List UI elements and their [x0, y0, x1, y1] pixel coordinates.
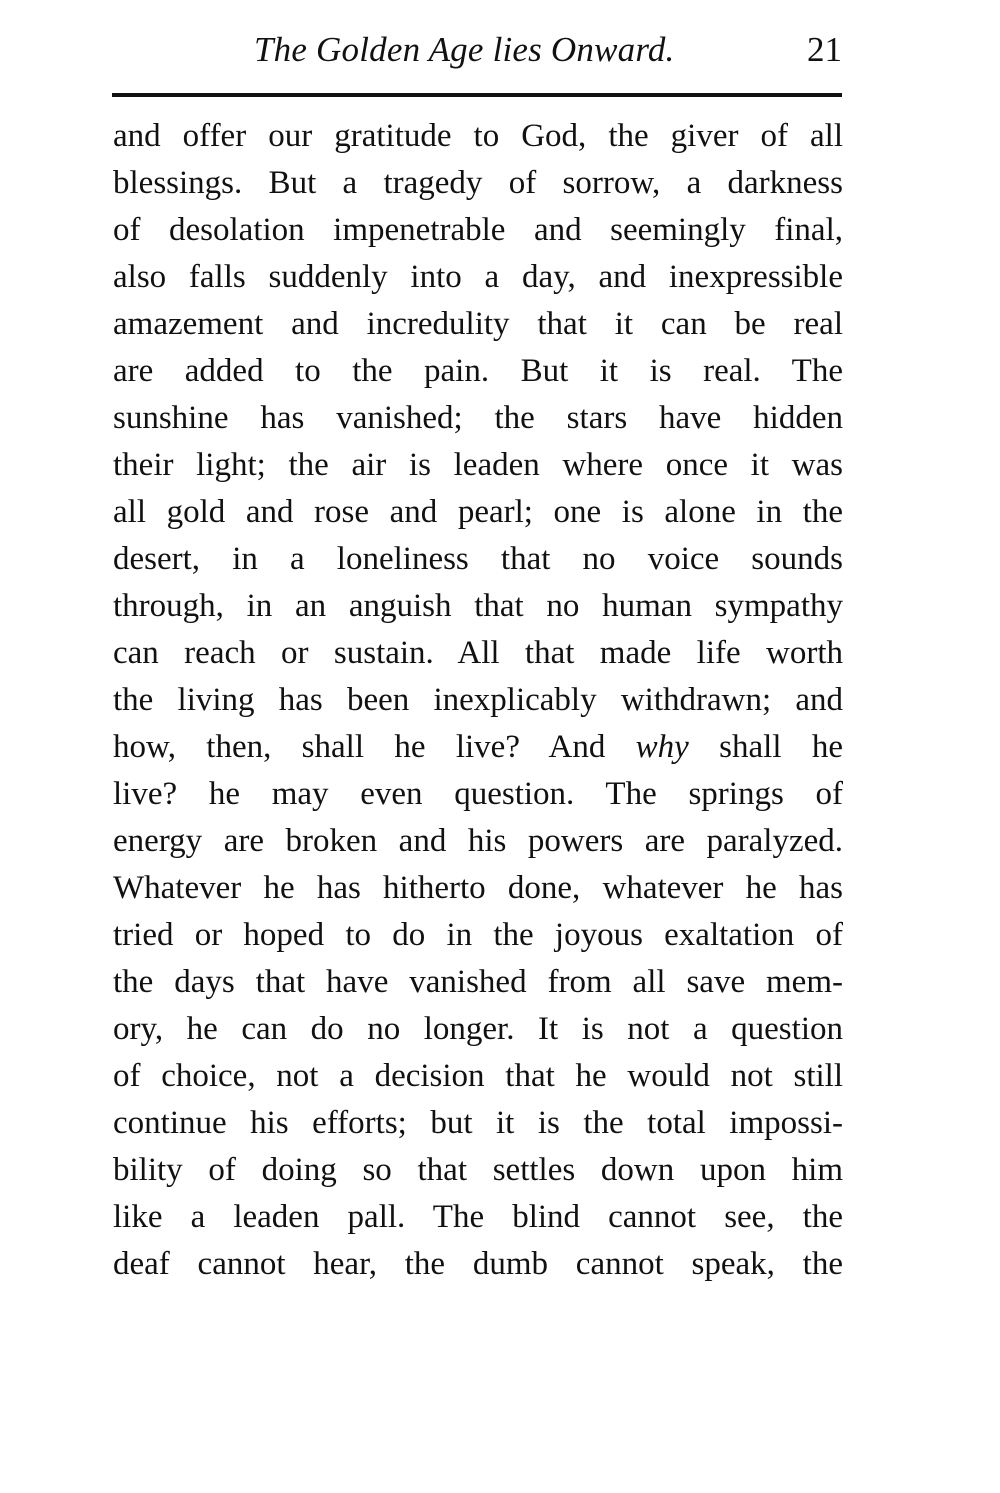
- text-line: tried or hoped to do in the joyous exaltation of: [113, 917, 843, 953]
- text-line: the living has been inexplicably withdrawn; and: [113, 682, 843, 718]
- text-line: can reach or sustain. All that made life worth: [113, 635, 843, 671]
- text-line: their light; the air is leaden where once it was: [113, 447, 843, 483]
- text-line: deaf cannot hear, the dumb cannot speak, the: [113, 1246, 843, 1282]
- text-line: all gold and rose and pearl; one is alone in the: [113, 494, 843, 530]
- text-segment: how, then, shall he live? And: [113, 729, 636, 765]
- page-number: 21: [807, 30, 842, 69]
- header-rule: [112, 93, 842, 97]
- text-line: sunshine has vanished; the stars have hidden: [113, 400, 843, 436]
- text-line-with-italic: [113, 724, 843, 771]
- text-line: also falls suddenly into a day, and inexpressible: [113, 259, 843, 295]
- text-line: of choice, not a decision that he would not still: [113, 1058, 843, 1094]
- text-line: the days that have vanished from all save mem-: [113, 964, 843, 1000]
- italic-emphasis: why: [635, 729, 689, 765]
- body-text: [113, 113, 843, 1288]
- text-line: continue his efforts; but it is the total impossi-: [113, 1105, 843, 1141]
- text-line: desert, in a loneliness that no voice sounds: [113, 541, 843, 577]
- text-line: energy are broken and his powers are paralyzed.: [113, 823, 843, 859]
- text-line: of desolation impenetrable and seemingly final,: [113, 212, 843, 248]
- text-segment: shall he: [688, 729, 843, 765]
- text-line: bility of doing so that settles down upon him: [113, 1152, 843, 1188]
- text-line: are added to the pain. But it is real. The: [113, 353, 843, 389]
- running-head: [112, 24, 842, 76]
- text-line: Whatever he has hitherto done, whatever he has: [113, 870, 843, 906]
- text-line: amazement and incredulity that it can be real: [113, 306, 843, 342]
- text-line: and offer our gratitude to God, the giver of all: [113, 118, 843, 154]
- text-line: live? he may even question. The springs of: [113, 776, 843, 812]
- running-title: The Golden Age lies Onward.: [254, 30, 675, 69]
- text-line: blessings. But a tragedy of sorrow, a darkness: [113, 165, 843, 201]
- text-line: ory, he can do no longer. It is not a question: [113, 1011, 843, 1047]
- text-line: through, in an anguish that no human sympathy: [113, 588, 843, 624]
- text-line: like a leaden pall. The blind cannot see, the: [113, 1199, 843, 1235]
